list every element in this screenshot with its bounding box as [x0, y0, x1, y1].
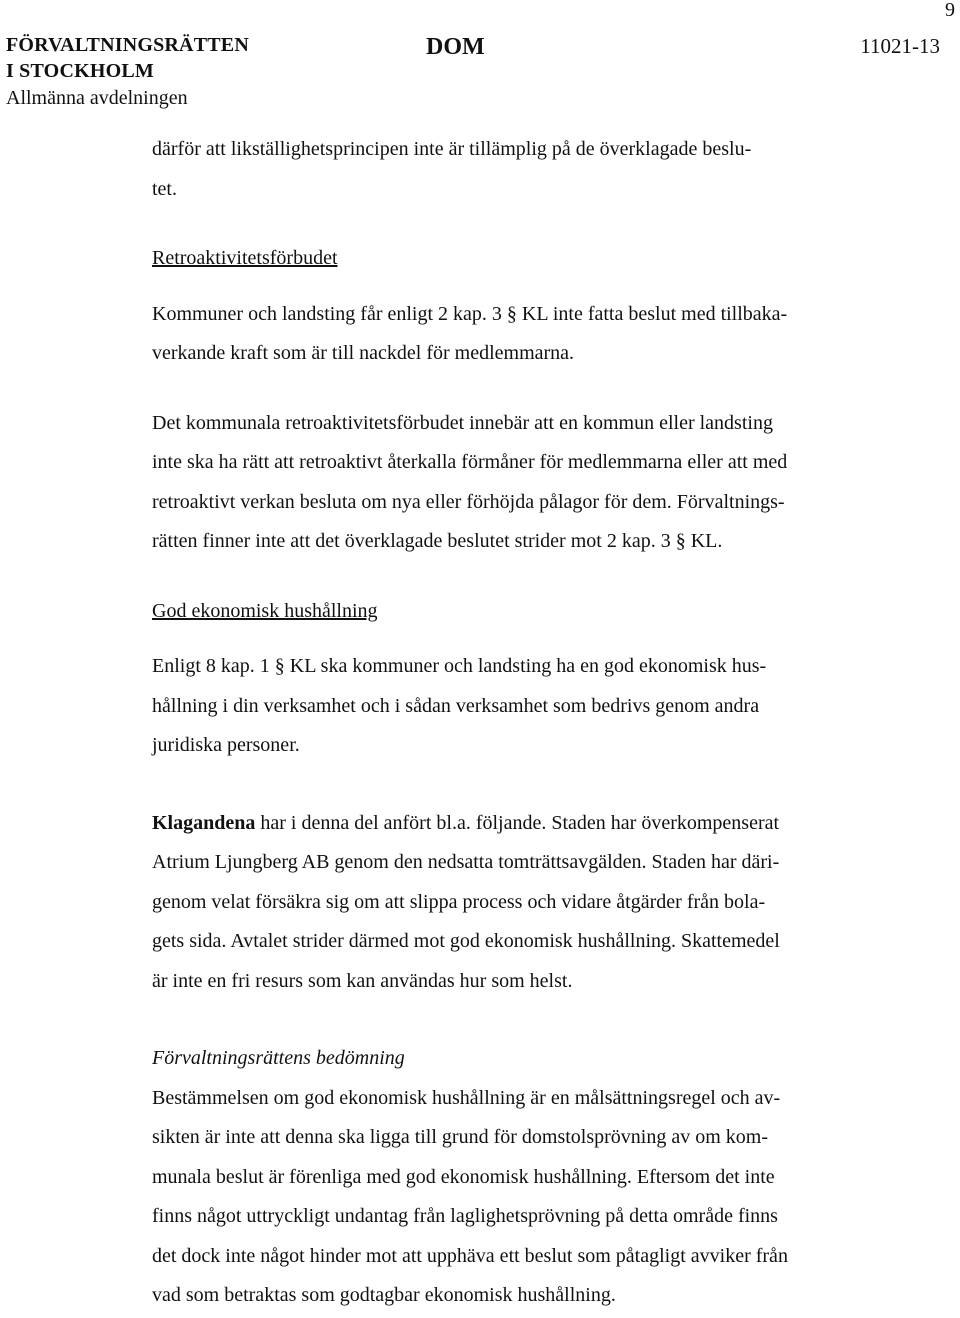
text-line: Bestämmelsen om god ekonomisk hushållning är en målsättningsregel och av-	[152, 1086, 781, 1109]
text-line: munala beslut är förenliga med god ekonomisk hushållning. Eftersom det inte	[152, 1165, 775, 1188]
text-line: retroaktivt verkan besluta om nya eller förhöjda pålagor för dem. Förvaltnings-	[152, 490, 785, 513]
case-number: 11021-13	[860, 34, 940, 58]
klagandena-label: Klagandena	[152, 811, 256, 834]
text-line: sikten är inte att denna ska ligga till grund för domstolsprövning av om kom-	[152, 1126, 769, 1148]
court-department: Allmänna avdelningen	[6, 87, 188, 109]
text-line: juridiska personer.	[152, 734, 300, 756]
court-name-line-2: I STOCKHOLM	[6, 60, 154, 82]
text-line: vad som betraktas som godtagbar ekonomisk hushållning.	[152, 1284, 616, 1306]
document-header	[6, 32, 946, 112]
document-body	[152, 130, 882, 1316]
court-name-line-1: FÖRVALTNINGSRÄTTEN	[6, 34, 249, 56]
text-fragment: har i denna del anfört bl.a. följande. Staden har överkompenserat	[255, 811, 780, 834]
text-line: gets sida. Avtalet strider därmed mot god ekonomisk hushållning. Skattemedel	[152, 930, 780, 952]
heading-forvaltningsrattens-bedomning: Förvaltningsrättens bedömning	[152, 1047, 405, 1069]
heading-god-ekonomisk-hushallning: God ekonomisk hushållning	[152, 599, 378, 622]
heading-retroaktivitetsforbudet: Retroaktivitetsförbudet	[152, 247, 338, 269]
paragraph-god-rule	[152, 647, 882, 766]
text-line: genom velat försäkra sig om att slippa process och vidare åtgärder från bola-	[152, 890, 766, 913]
text-line: är inte en fri resurs som kan användas hur som helst.	[152, 969, 573, 992]
text-line: finns något uttryckligt undantag från laglighetsprövning på detta område finns	[152, 1205, 778, 1227]
text-line: rätten finner inte att det överklagade beslutet strider mot 2 kap. 3 § KL.	[152, 530, 723, 552]
paragraph-likstallighet	[152, 130, 882, 209]
document-type: DOM	[426, 34, 485, 60]
text-line: Atrium Ljungberg AB genom den nedsatta tomträttsavgälden. Staden har däri-	[152, 851, 780, 873]
text-line: hållning i din verksamhet och i sådan verksamhet som bedrivs genom andra	[152, 694, 760, 717]
text-line: därför att likställighetsprincipen inte är tillämplig på de överklagade beslu-	[152, 138, 752, 160]
text-line: tet.	[152, 177, 177, 200]
paragraph-klagandena	[152, 804, 882, 1002]
text-line: inte ska ha rätt att retroaktivt återkalla förmåner för medlemmarna eller att med	[152, 451, 788, 473]
page-number: 9	[945, 0, 955, 21]
text-line: Kommuner och landsting får enligt 2 kap. 3 § KL inte fatta beslut med tillbaka-	[152, 302, 788, 325]
text-line: Det kommunala retroaktivitetsförbudet innebär att en kommun eller landsting	[152, 411, 773, 434]
paragraph-retro-assessment	[152, 404, 882, 562]
text-line	[152, 804, 882, 844]
text-line: Enligt 8 kap. 1 § KL ska kommuner och landsting ha en god ekonomisk hus-	[152, 655, 767, 677]
text-line: det dock inte något hinder mot att upphäva ett beslut som påtagligt avviker från	[152, 1244, 788, 1267]
text-line: verkande kraft som är till nackdel för medlemmarna.	[152, 342, 575, 364]
court-name	[6, 32, 249, 84]
paragraph-retro-rule	[152, 295, 882, 374]
paragraph-bedomning	[152, 1079, 882, 1316]
